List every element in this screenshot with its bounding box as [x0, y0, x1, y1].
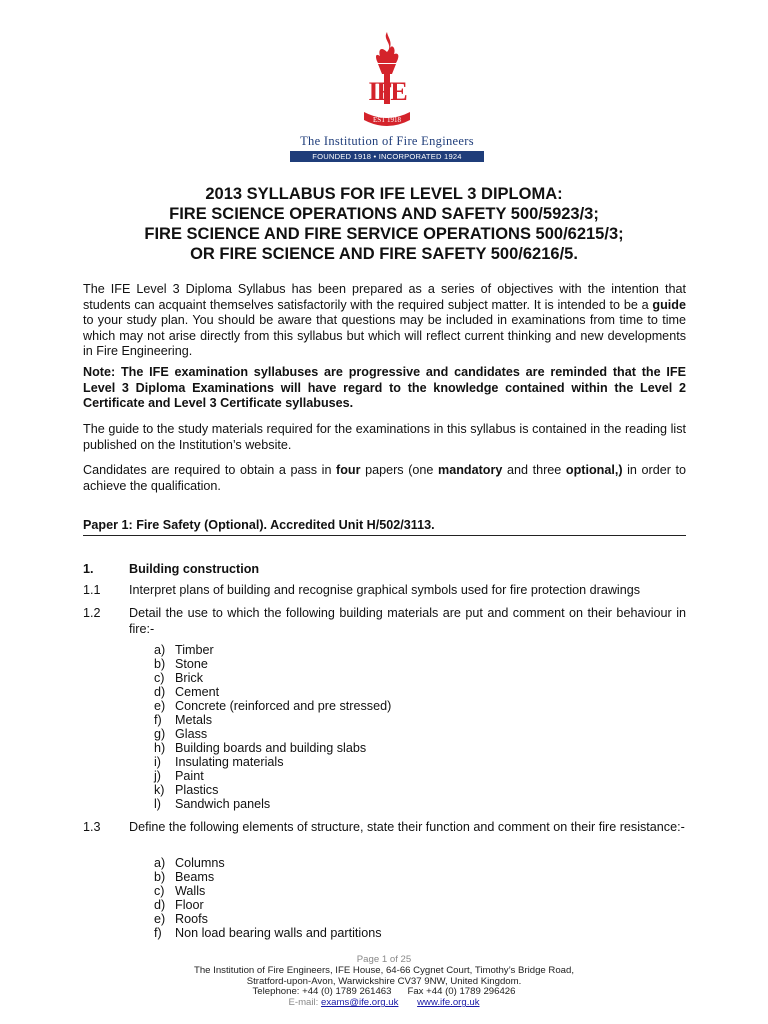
list-item-letter: a) [154, 856, 166, 870]
list-item-text: Roofs [175, 912, 208, 926]
list-item-text: Building boards and building slabs [175, 741, 367, 755]
svg-text:IFE: IFE [368, 77, 406, 106]
list-item-letter: j) [154, 769, 161, 783]
list-item [154, 657, 391, 671]
list-item-text: Columns [175, 856, 225, 870]
list-item-letter: l) [154, 797, 161, 811]
title-line-2: FIRE SCIENCE OPERATIONS AND SAFETY 500/5923/3; [169, 205, 599, 223]
req-text-b: papers (one [360, 463, 438, 477]
list-item-text: Concrete (reinforced and pre stressed) [175, 699, 392, 713]
title-line-4: OR FIRE SCIENCE AND FIRE SAFETY 500/6216/5. [190, 245, 578, 263]
list-item-text: Cement [175, 685, 220, 699]
reading-list-paragraph: The guide to the study materials required for the examinations in this syllabus is contained in the reading list published on the Institution’s website. [83, 422, 686, 452]
section-text: Detail the use to which the following building materials are put and comment on their behaviour in fire:- [129, 606, 686, 636]
list-item-letter: d) [154, 685, 166, 699]
section-text: Define the following elements of structure, state their function and comment on their fire resistance:- [129, 820, 685, 834]
footer-phone: Telephone: +44 (0) 1789 261463 Fax +44 (0) 1789 296426 [252, 986, 516, 998]
list-item-letter: c) [154, 671, 165, 685]
list-item-letter: b) [154, 657, 166, 671]
list-item-letter: i) [154, 755, 161, 769]
list-item-letter: e) [154, 699, 166, 713]
list-item [154, 856, 382, 870]
intro-paragraph [83, 282, 686, 360]
list-item-letter: d) [154, 898, 166, 912]
list-item [154, 783, 391, 797]
list-item [154, 769, 391, 783]
intro-text-a: The IFE Level 3 Diploma Syllabus has been prepared as a series of objectives with the intention that students can acquaint themselves satisfactorily with the required subject matter. It is intended to be a [83, 282, 686, 312]
materials-list [154, 643, 391, 811]
list-item-text: Metals [175, 713, 213, 727]
list-item-text: Insulating materials [175, 755, 284, 769]
list-item-text: Stone [175, 657, 208, 671]
paper-heading: Paper 1: Fire Safety (Optional). Accredited Unit H/502/3113. [83, 518, 686, 536]
list-item-letter: h) [154, 741, 166, 755]
list-item [154, 671, 391, 685]
list-item-text: Beams [175, 870, 215, 884]
title-line-3: FIRE SCIENCE AND FIRE SERVICE OPERATIONS 500/6215/3; [144, 225, 624, 243]
req-mandatory: mandatory [438, 463, 503, 477]
list-item [154, 755, 391, 769]
req-text-d: in order to achieve the qualification. [83, 463, 687, 493]
elements-list [154, 856, 382, 940]
institution-name: The Institution of Fire Engineers [300, 134, 474, 148]
list-item-text: Glass [175, 727, 208, 741]
list-item-letter: f) [154, 926, 162, 940]
page-footer [0, 955, 768, 1009]
req-text-c: and three [502, 463, 566, 477]
section-text: Interpret plans of building and recognise graphical symbols used for fire protection drawings [129, 583, 641, 597]
founded-band: FOUNDED 1918 • INCORPORATED 1924 [290, 151, 484, 162]
section-number: 1. [83, 562, 94, 576]
email-link[interactable]: exams@ife.org.uk [320, 997, 399, 1009]
list-item [154, 926, 382, 940]
footer-address-2: Stratford-upon-Avon, Warwickshire CV37 9NW, United Kingdom. [246, 975, 522, 987]
list-item [154, 797, 391, 811]
requirements-paragraph [83, 463, 686, 494]
svg-text:EST 1918: EST 1918 [372, 116, 402, 124]
section-number: 1.3 [83, 820, 101, 834]
footer-address-1: The Institution of Fire Engineers, IFE House, 64-66 Cygnet Court, Timothy’s Bridge Road, [193, 964, 575, 976]
list-item [154, 643, 391, 657]
email-label: E-mail: [288, 997, 321, 1009]
intro-text-b: to your study plan. You should be aware that questions may be included in examinations from time to time which may not arise directly from this syllabus but which will reflect current thinking and new developments in Fire Engineering. [83, 313, 686, 358]
list-item [154, 912, 382, 926]
page-number: Page 1 of 25 [356, 954, 412, 965]
list-item-letter: g) [154, 727, 166, 741]
section-title: Building construction [129, 562, 260, 576]
list-item [154, 685, 391, 699]
req-text-a: Candidates are required to obtain a pass in [83, 463, 337, 477]
list-item-text: Floor [175, 898, 204, 912]
ife-logo [282, 30, 492, 165]
list-item-text: Plastics [175, 783, 219, 797]
req-four: four [336, 463, 361, 477]
list-item-letter: e) [154, 912, 166, 926]
guide-word: guide [652, 297, 686, 312]
list-item [154, 699, 391, 713]
list-item-text: Walls [175, 884, 206, 898]
note-paragraph: Note: The IFE examination syllabuses are progressive and candidates are reminded that the IFE Level 3 Diploma Examinations will have regard to the knowledge contained within the Level 2 Certificate and Level 3 Certificate syllabuses. [83, 365, 686, 410]
document-title [60, 184, 708, 264]
list-item-text: Timber [175, 643, 214, 657]
list-item [154, 884, 382, 898]
list-item-text: Non load bearing walls and partitions [175, 926, 382, 940]
title-line-1: 2013 SYLLABUS FOR IFE LEVEL 3 DIPLOMA: [205, 185, 563, 203]
list-item [154, 727, 391, 741]
list-item-text: Sandwich panels [175, 797, 271, 811]
list-item-letter: f) [154, 713, 162, 727]
section-number: 1.1 [83, 583, 101, 597]
list-item [154, 870, 382, 884]
list-item-letter: b) [154, 870, 166, 884]
list-item-letter: k) [154, 783, 165, 797]
list-item [154, 713, 391, 727]
list-item-letter: a) [154, 643, 166, 657]
req-optional: optional,) [565, 463, 623, 477]
section-number: 1.2 [83, 606, 101, 620]
list-item [154, 741, 391, 755]
list-item-letter: c) [154, 884, 165, 898]
website-link[interactable]: www.ife.org.uk [417, 997, 480, 1009]
torch-emblem-icon [354, 30, 420, 132]
list-item-text: Brick [175, 671, 203, 685]
footer-contact [0, 998, 768, 1009]
list-item [154, 898, 382, 912]
list-item-text: Paint [175, 769, 204, 783]
